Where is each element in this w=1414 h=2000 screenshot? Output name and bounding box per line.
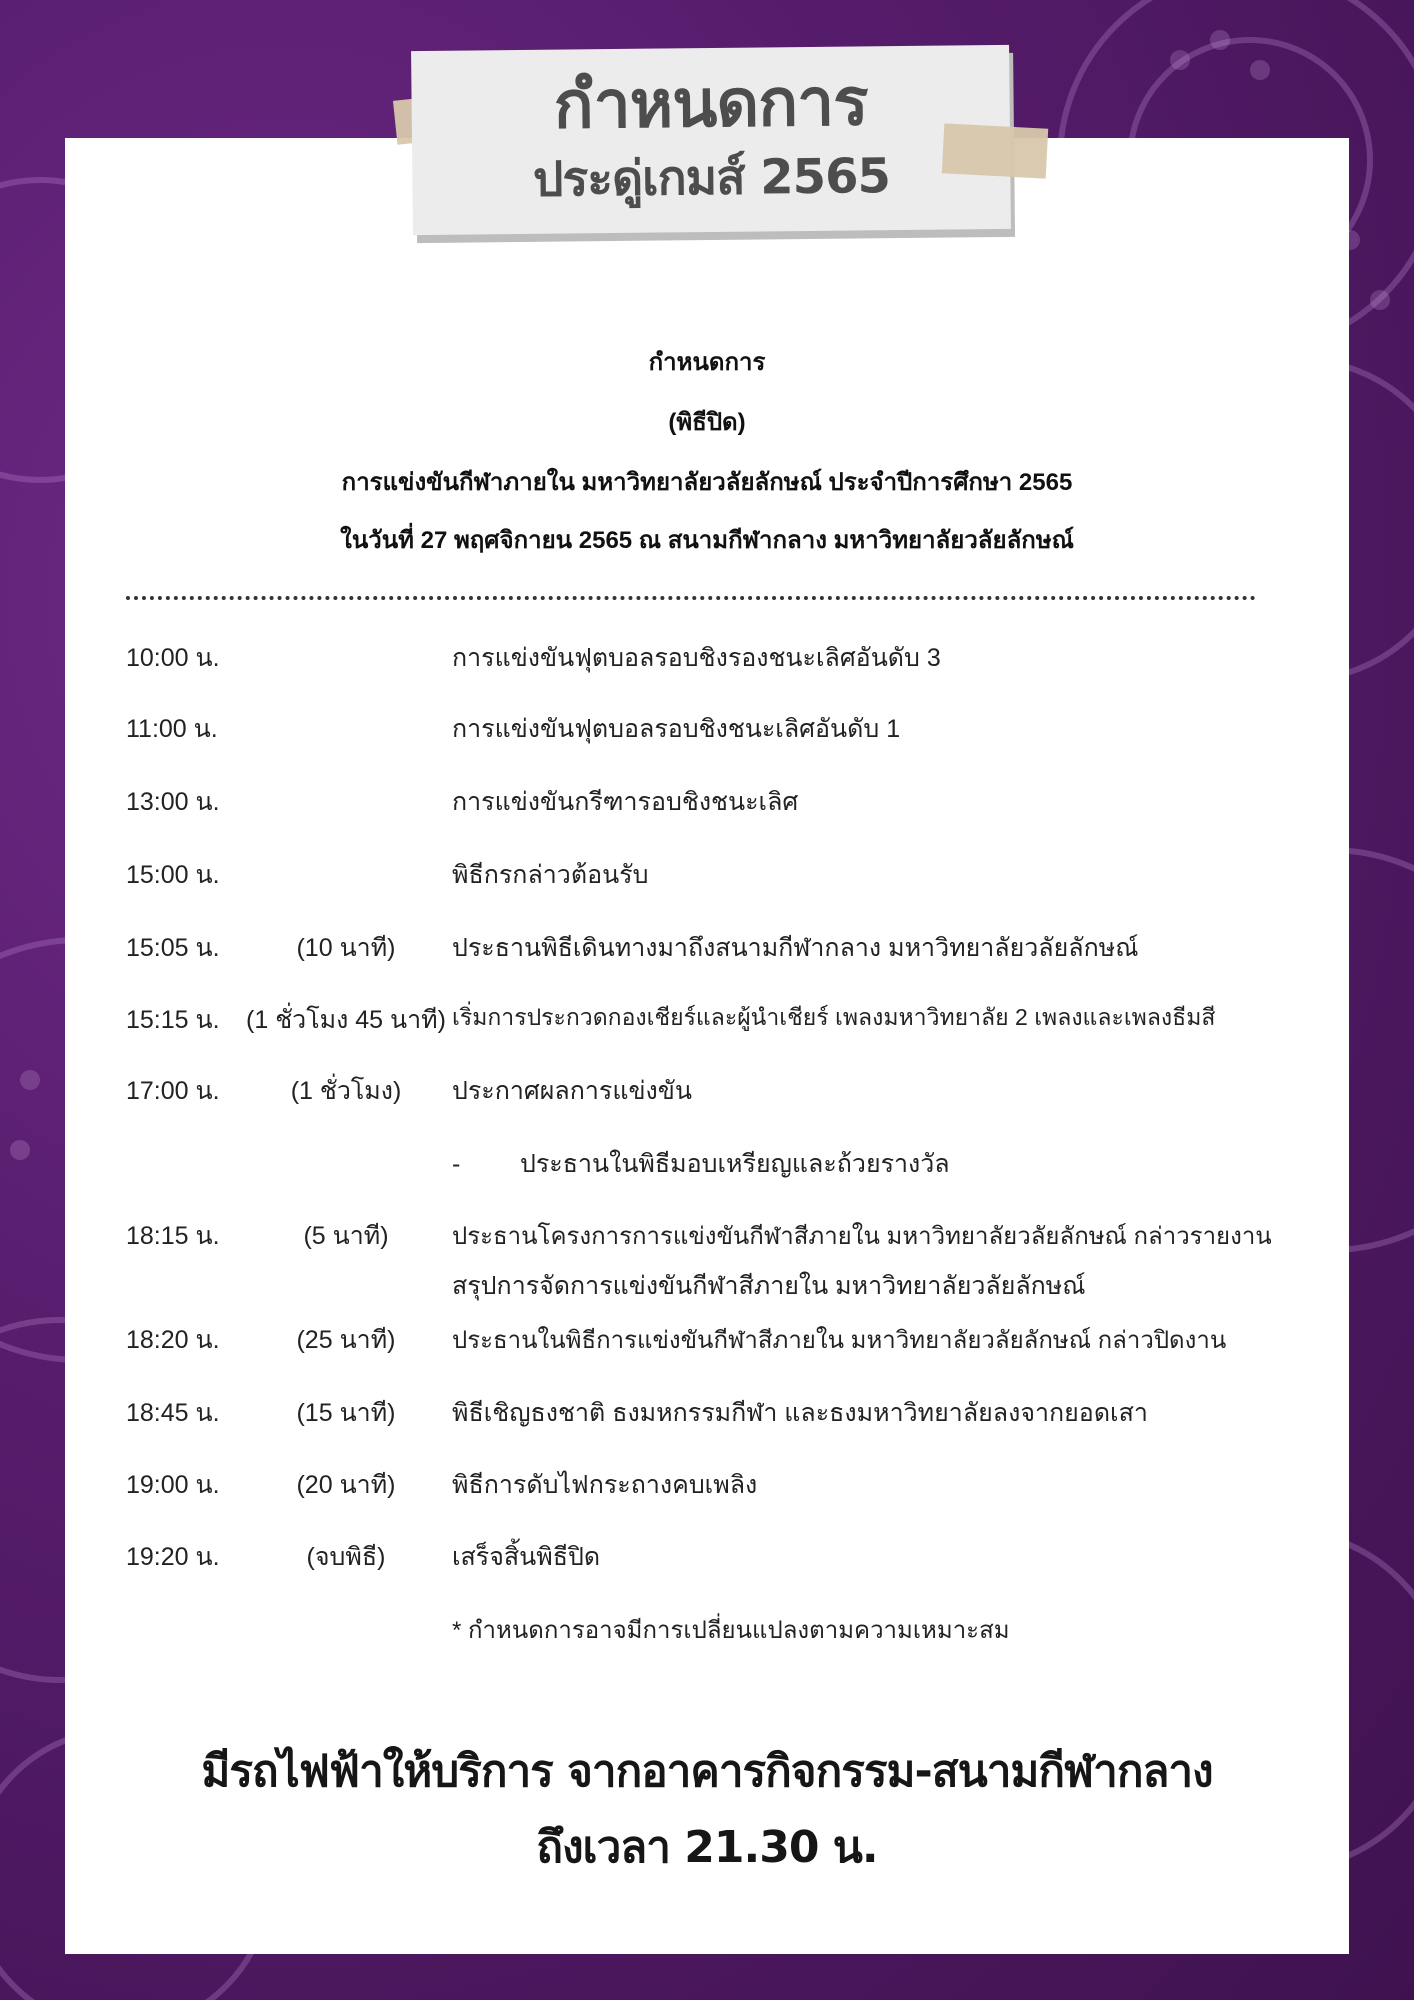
row-duration: (20 นาที) (296, 1471, 396, 1499)
poster-subtitle: ประดู่เกมส์ 2565 (532, 148, 891, 208)
row-activity: ประธานในพิธีการแข่งขันกีฬาสีภายใน มหาวิทยาลัยวลัยลักษณ์ กล่าวปิดงาน (452, 1327, 1227, 1354)
row-time: 15:00 น. (126, 861, 220, 889)
schedule-row (0, 1393, 1414, 1433)
row-time: 18:20 น. (126, 1326, 220, 1354)
row-activity: พิธีกรกล่าวต้อนรับ (452, 861, 649, 889)
award-sub-item (452, 1144, 950, 1184)
footer-line2: ถึงเวลา 21.30 น. (536, 1822, 878, 1873)
row-duration: (25 นาที) (296, 1326, 396, 1354)
row-duration: (1 ชั่วโมง) (290, 1077, 402, 1105)
row-activity: เริ่มการประกวดกองเชียร์และผู้นำเชียร์ เพลงมหาวิทยาลัย 2 เพลงและเพลงธีมสี (452, 1004, 1216, 1030)
row-activity: พิธีเชิญธงชาติ ธงมหกรรมกีฬา และธงมหาวิทยาลัยลงจากยอดเสา (452, 1399, 1148, 1427)
row-time: 10:00 น. (126, 644, 220, 672)
poster-title: กำหนดการ (553, 63, 868, 144)
row-activity: ประกาศผลการแข่งขัน (452, 1077, 692, 1105)
row-time: 18:45 น. (126, 1399, 220, 1427)
footer-line1: มีรถไฟฟ้าให้บริการ จากอาคารกิจกรรม-สนามกีฬากลาง (201, 1746, 1213, 1797)
row-time: 18:15 น. (126, 1222, 220, 1250)
document-heading: กำหนดการ (648, 349, 766, 376)
row-duration: (1 ชั่วโมง 45 นาที) (246, 1006, 446, 1034)
row-activity: เสร็จสิ้นพิธีปิด (452, 1543, 601, 1571)
schedule-row (0, 1216, 1414, 1256)
row-duration: (จบพิธี) (306, 1543, 386, 1571)
row-duration: (5 นาที) (303, 1222, 389, 1250)
row-time: 19:20 น. (126, 1543, 220, 1571)
schedule-row (0, 638, 1414, 678)
schedule-row (0, 928, 1414, 968)
row-activity: ประธานพิธีเดินทางมาถึงสนามกีฬากลาง มหาวิทยาลัยวลัยลักษณ์ (452, 934, 1139, 962)
row-activity: พิธีการดับไฟกระถางคบเพลิง (452, 1471, 758, 1499)
schedule-row (0, 1320, 1414, 1360)
schedule-row (0, 782, 1414, 822)
row-time: 17:00 น. (126, 1077, 220, 1105)
event-name: การแข่งขันกีฬาภายใน มหาวิทยาลัยวลัยลักษณ์ ประจำปีการศึกษา 2565 (341, 469, 1073, 496)
title-card (411, 45, 1011, 235)
row-time: 19:00 น. (126, 1471, 220, 1499)
sub-item-dash: - (452, 1150, 461, 1178)
tape-right (942, 123, 1048, 178)
document-subheading: (พิธีปิด) (668, 409, 746, 436)
schedule-note: * กำหนดการอาจมีการเปลี่ยนแปลงตามความเหมาะสม (452, 1617, 1010, 1644)
date-venue: ในวันที่ 27 พฤศจิกายน 2565 ณ สนามกีฬากลาง มหาวิทยาลัยวลัยลักษณ์ (340, 527, 1074, 554)
divider (126, 596, 1256, 600)
row-activity: การแข่งขันฟุตบอลรอบชิงรองชนะเลิศอันดับ 3 (452, 644, 941, 672)
schedule-row (0, 709, 1414, 749)
schedule-row (0, 1000, 1414, 1040)
row-activity: ประธานโครงการการแข่งขันกีฬาสีภายใน มหาวิทยาลัยวลัยลักษณ์ กล่าวรายงาน (452, 1223, 1272, 1250)
schedule-row (0, 1537, 1414, 1577)
report-continuation: สรุปการจัดการแข่งขันกีฬาสีภายใน มหาวิทยาลัยวลัยลักษณ์ (452, 1272, 1086, 1300)
schedule-row (0, 1465, 1414, 1505)
row-activity: การแข่งขันกรีฑารอบชิงชนะเลิศ (452, 788, 799, 816)
schedule-row (0, 855, 1414, 895)
row-time: 11:00 น. (126, 715, 218, 743)
row-time: 15:05 น. (126, 934, 220, 962)
row-duration: (15 นาที) (296, 1399, 396, 1427)
row-time: 13:00 น. (126, 788, 220, 816)
row-time: 15:15 น. (126, 1006, 220, 1034)
row-duration: (10 นาที) (296, 934, 396, 962)
row-activity: การแข่งขันฟุตบอลรอบชิงชนะเลิศอันดับ 1 (452, 715, 901, 743)
sub-item-text: ประธานในพิธีมอบเหรียญและถ้วยรางวัล (520, 1150, 950, 1178)
schedule-row (0, 1071, 1414, 1111)
